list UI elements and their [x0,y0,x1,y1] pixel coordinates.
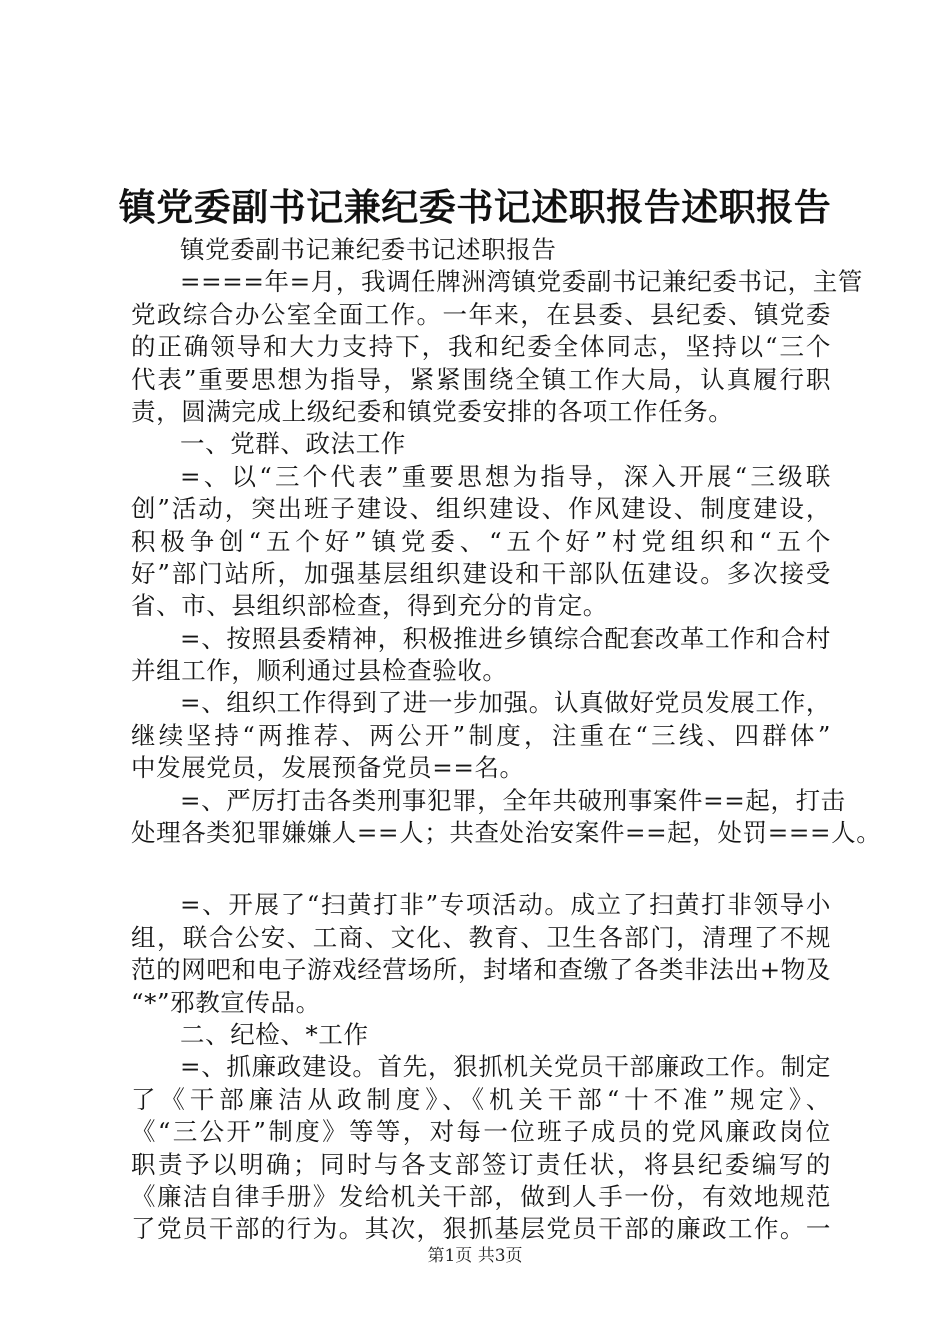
paragraph-line: 创”活动，突出班子建设、组织建设、作风建设、制度建设， [131,494,831,524]
paragraph-line: =、以“三个代表”重要思想为指导，深入开展“三级联 [180,461,831,491]
paragraph-line: 中发展党员，发展预备党员==名。 [131,753,525,783]
paragraph-line: 处理各类犯罪嫌嫌人==人；共查处治安案件==起，处罚===人。 [131,818,882,848]
section-heading: 二、纪检、*工作 [180,1019,369,1049]
paragraph-line: 好”部门站所，加强基层组织建设和干部队伍建设。多次接受 [131,558,831,588]
paragraph-line: 了《干部廉洁从政制度》、《机关干部“十不准”规定》、 [131,1084,831,1114]
paragraph-line: 的正确领导和大力支持下，我和纪委全体同志，坚持以“三个 [131,332,831,362]
paragraph-line: 职责予以明确；同时与各支部签订责任状，将县纪委编写的 [131,1149,831,1179]
paragraph-line: 继续坚持“两推荐、两公开”制度，注重在“三线、四群体” [131,720,831,750]
paragraph-line: ====年=月，我调任牌洲湾镇党委副书记兼纪委书记，主管 [180,267,863,297]
paragraph-line: 了党员干部的行为。其次，狠抓基层党员干部的廉政工作。一 [131,1214,831,1244]
paragraph-line: 《“三公开”制度》等等，对每一位班子成员的党风廉政岗位 [131,1117,831,1147]
paragraph-line: 党政综合办公室全面工作。一年来，在县委、县纪委、镇党委 [131,299,831,329]
document-title: 镇党委副书记兼纪委书记述职报告述职报告 [118,186,832,229]
paragraph-line: 省、市、县组织部检查，得到充分的肯定。 [131,591,608,621]
paragraph-line: =、组织工作得到了进一步加强。认真做好党员发展工作， [180,688,831,718]
paragraph-line: 组，联合公安、工商、文化、教育、卫生各部门，清理了不规 [131,922,831,952]
subtitle-line: 镇党委副书记兼纪委书记述职报告 [180,235,557,264]
paragraph-line: 并组工作，顺利通过县检查验收。 [131,656,508,686]
paragraph-line: 责，圆满完成上级纪委和镇党委安排的各项工作任务。 [131,396,734,426]
paragraph-line: 《廉洁自律手册》发给机关干部，做到人手一份，有效地规范 [131,1181,831,1211]
paragraph-line: =、严厉打击各类刑事犯罪，全年共破刑事案件==起，打击 [180,785,846,815]
paragraph-line: “*”邪教宣传品。 [131,987,321,1017]
paragraph-line: 代表”重要思想为指导，紧紧围绕全镇工作大局，认真履行职 [131,364,831,394]
document-body [131,234,882,1246]
paragraph-line: =、抓廉政建设。首先，狠抓机关党员干部廉政工作。制定 [180,1052,831,1082]
section-heading: 一、党群、政法工作 [180,429,406,459]
page-number: 第1页 共3页 [427,1246,523,1266]
paragraph-gap [131,849,831,889]
paragraph-line: =、开展了“扫黄打非”专项活动。成立了扫黄打非领导小 [180,890,831,920]
paragraph-line: =、按照县委精神，积极推进乡镇综合配套改革工作和合村 [180,623,831,653]
paragraph-line: 积极争创“五个好”镇党委、“五个好”村党组织和“五个 [131,526,831,556]
paragraph-line: 范的网吧和电子游戏经营场所，封堵和查缴了各类非法出+物及 [131,955,831,985]
